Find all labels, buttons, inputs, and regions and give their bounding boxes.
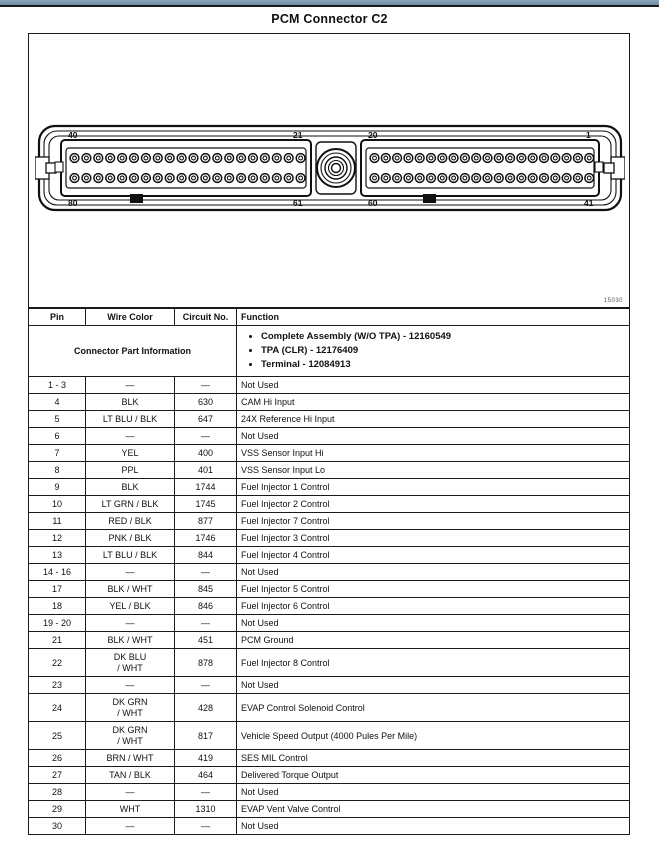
cell-pin: 5 — [29, 411, 86, 428]
cell-circuit-no: 647 — [175, 411, 237, 428]
cell-pin: 26 — [29, 750, 86, 767]
cell-pin: 12 — [29, 530, 86, 547]
cell-wire-color: BLK — [86, 479, 175, 496]
cell-wire-color: DK GRN / WHT — [86, 694, 175, 722]
cell-circuit-no: 846 — [175, 598, 237, 615]
cell-function: CAM Hi Input — [237, 394, 630, 411]
cell-function: Fuel Injector 2 Control — [237, 496, 630, 513]
cell-function: Not Used — [237, 784, 630, 801]
part-information-item: • Terminal - 12084913 — [261, 358, 625, 372]
cell-circuit-no: — — [175, 784, 237, 801]
cell-function: Fuel Injector 7 Control — [237, 513, 630, 530]
cell-wire-color: LT BLU / BLK — [86, 547, 175, 564]
connector-part-information-label: Connector Part Information — [29, 326, 237, 377]
table-row — [29, 649, 630, 677]
browser-top-band — [0, 0, 659, 7]
cell-circuit-no: 451 — [175, 632, 237, 649]
cell-function: Fuel Injector 6 Control — [237, 598, 630, 615]
cell-pin: 11 — [29, 513, 86, 530]
cell-function: Fuel Injector 5 Control — [237, 581, 630, 598]
cell-circuit-no: 428 — [175, 694, 237, 722]
cell-circuit-no: 845 — [175, 581, 237, 598]
table-row — [29, 564, 630, 581]
table-row — [29, 547, 630, 564]
cell-pin: 19 - 20 — [29, 615, 86, 632]
cell-pin: 18 — [29, 598, 86, 615]
pcm-connector-diagram — [35, 122, 625, 214]
cell-function: VSS Sensor Input Lo — [237, 462, 630, 479]
part-information-item: • TPA (CLR) - 12176409 — [261, 344, 625, 358]
cell-circuit-no: 400 — [175, 445, 237, 462]
cell-pin: 17 — [29, 581, 86, 598]
cell-wire-color: — — [86, 564, 175, 581]
page-title: PCM Connector C2 — [271, 12, 388, 26]
cell-wire-color: — — [86, 677, 175, 694]
cell-wire-color: BLK / WHT — [86, 632, 175, 649]
table-row — [29, 677, 630, 694]
cell-function: Not Used — [237, 818, 630, 835]
cell-wire-color: — — [86, 615, 175, 632]
table-row — [29, 377, 630, 394]
cell-wire-color: LT BLU / BLK — [86, 411, 175, 428]
table-row — [29, 784, 630, 801]
table-row — [29, 767, 630, 784]
cell-function: Vehicle Speed Output (4000 Pules Per Mile) — [237, 722, 630, 750]
cell-wire-color: BLK / WHT — [86, 581, 175, 598]
left-bottom-right-pin-label: 61 — [293, 198, 303, 208]
cell-wire-color: BRN / WHT — [86, 750, 175, 767]
cell-circuit-no: 877 — [175, 513, 237, 530]
connector-figure-box — [28, 33, 630, 308]
cell-circuit-no: 401 — [175, 462, 237, 479]
table-row — [29, 479, 630, 496]
table-row — [29, 615, 630, 632]
cell-function: 24X Reference Hi Input — [237, 411, 630, 428]
table-row — [29, 581, 630, 598]
left-top-right-pin-label: 21 — [293, 130, 303, 140]
cell-pin: 4 — [29, 394, 86, 411]
center-alignment-boss — [316, 142, 356, 194]
cell-function: SES MIL Control — [237, 750, 630, 767]
table-row — [29, 462, 630, 479]
right-top-right-pin-label: 1 — [586, 130, 591, 140]
table-row — [29, 750, 630, 767]
cell-circuit-no: 844 — [175, 547, 237, 564]
table-row — [29, 428, 630, 445]
table-row — [29, 530, 630, 547]
cell-function: VSS Sensor Input Hi — [237, 445, 630, 462]
cell-pin: 8 — [29, 462, 86, 479]
cell-wire-color: — — [86, 428, 175, 445]
right-pin-block — [361, 130, 603, 208]
column-header-pin: Pin — [29, 309, 86, 326]
table-row — [29, 496, 630, 513]
cell-function: Fuel Injector 8 Control — [237, 649, 630, 677]
cell-circuit-no: 419 — [175, 750, 237, 767]
connector-part-information-row — [29, 326, 630, 377]
cell-pin: 27 — [29, 767, 86, 784]
table-row — [29, 513, 630, 530]
connector-part-information-list — [237, 326, 630, 377]
left-polarity-key — [130, 194, 143, 203]
cell-function: Not Used — [237, 377, 630, 394]
cell-pin: 10 — [29, 496, 86, 513]
table-row — [29, 598, 630, 615]
column-header-circuit-no: Circuit No. — [175, 309, 237, 326]
cell-pin: 7 — [29, 445, 86, 462]
table-row — [29, 394, 630, 411]
cell-wire-color: YEL / BLK — [86, 598, 175, 615]
cell-wire-color: WHT — [86, 801, 175, 818]
cell-function: Fuel Injector 4 Control — [237, 547, 630, 564]
right-polarity-key — [423, 194, 436, 203]
cell-pin: 25 — [29, 722, 86, 750]
cell-pin: 30 — [29, 818, 86, 835]
cell-wire-color: LT GRN / BLK — [86, 496, 175, 513]
cell-wire-color: DK GRN / WHT — [86, 722, 175, 750]
cell-pin: 22 — [29, 649, 86, 677]
figure-number: 15030 — [603, 298, 623, 304]
table-header-row — [29, 309, 630, 326]
cell-pin: 6 — [29, 428, 86, 445]
cell-function: EVAP Vent Valve Control — [237, 801, 630, 818]
cell-function: EVAP Control Solenoid Control — [237, 694, 630, 722]
cell-circuit-no: 817 — [175, 722, 237, 750]
cell-wire-color: — — [86, 784, 175, 801]
cell-circuit-no: 1746 — [175, 530, 237, 547]
cell-circuit-no: — — [175, 818, 237, 835]
cell-wire-color: DK BLU / WHT — [86, 649, 175, 677]
table-row — [29, 445, 630, 462]
cell-pin: 29 — [29, 801, 86, 818]
cell-wire-color: — — [86, 818, 175, 835]
cell-pin: 9 — [29, 479, 86, 496]
table-row — [29, 722, 630, 750]
cell-wire-color: TAN / BLK — [86, 767, 175, 784]
cell-wire-color: PPL — [86, 462, 175, 479]
cell-function: Not Used — [237, 677, 630, 694]
cell-pin: 23 — [29, 677, 86, 694]
column-header-function: Function — [237, 309, 630, 326]
cell-circuit-no: 630 — [175, 394, 237, 411]
cell-pin: 28 — [29, 784, 86, 801]
cell-wire-color: BLK — [86, 394, 175, 411]
table-row — [29, 801, 630, 818]
cell-pin: 24 — [29, 694, 86, 722]
pin-assignment-table — [28, 308, 630, 835]
cell-pin: 13 — [29, 547, 86, 564]
table-row — [29, 411, 630, 428]
cell-wire-color: RED / BLK — [86, 513, 175, 530]
cell-wire-color: PNK / BLK — [86, 530, 175, 547]
left-pin-block — [55, 130, 311, 208]
cell-function: PCM Ground — [237, 632, 630, 649]
cell-circuit-no: — — [175, 615, 237, 632]
cell-function: Fuel Injector 3 Control — [237, 530, 630, 547]
cell-function: Not Used — [237, 428, 630, 445]
cell-circuit-no: 878 — [175, 649, 237, 677]
left-bottom-left-pin-label: 80 — [68, 198, 78, 208]
cell-circuit-no: — — [175, 428, 237, 445]
cell-function: Delivered Torque Output — [237, 767, 630, 784]
left-top-left-pin-label: 40 — [68, 130, 78, 140]
column-header-wire-color: Wire Color — [86, 309, 175, 326]
cell-pin: 14 - 16 — [29, 564, 86, 581]
cell-circuit-no: 1744 — [175, 479, 237, 496]
cell-pin: 21 — [29, 632, 86, 649]
table-row — [29, 818, 630, 835]
cell-circuit-no: — — [175, 677, 237, 694]
right-bottom-right-pin-label: 41 — [584, 198, 594, 208]
cell-circuit-no: 1745 — [175, 496, 237, 513]
cell-function: Not Used — [237, 564, 630, 581]
cell-wire-color: YEL — [86, 445, 175, 462]
cell-function: Not Used — [237, 615, 630, 632]
table-row — [29, 694, 630, 722]
right-bottom-left-pin-label: 60 — [368, 198, 378, 208]
cell-circuit-no: 464 — [175, 767, 237, 784]
part-information-item: • Complete Assembly (W/O TPA) - 12160549 — [261, 330, 625, 344]
cell-circuit-no: — — [175, 564, 237, 581]
cell-circuit-no: — — [175, 377, 237, 394]
cell-pin: 1 - 3 — [29, 377, 86, 394]
left-mounting-tab — [35, 157, 56, 179]
right-mounting-tab — [604, 157, 625, 179]
table-row — [29, 632, 630, 649]
cell-function: Fuel Injector 1 Control — [237, 479, 630, 496]
right-top-left-pin-label: 20 — [368, 130, 378, 140]
cell-wire-color: — — [86, 377, 175, 394]
cell-circuit-no: 1310 — [175, 801, 237, 818]
